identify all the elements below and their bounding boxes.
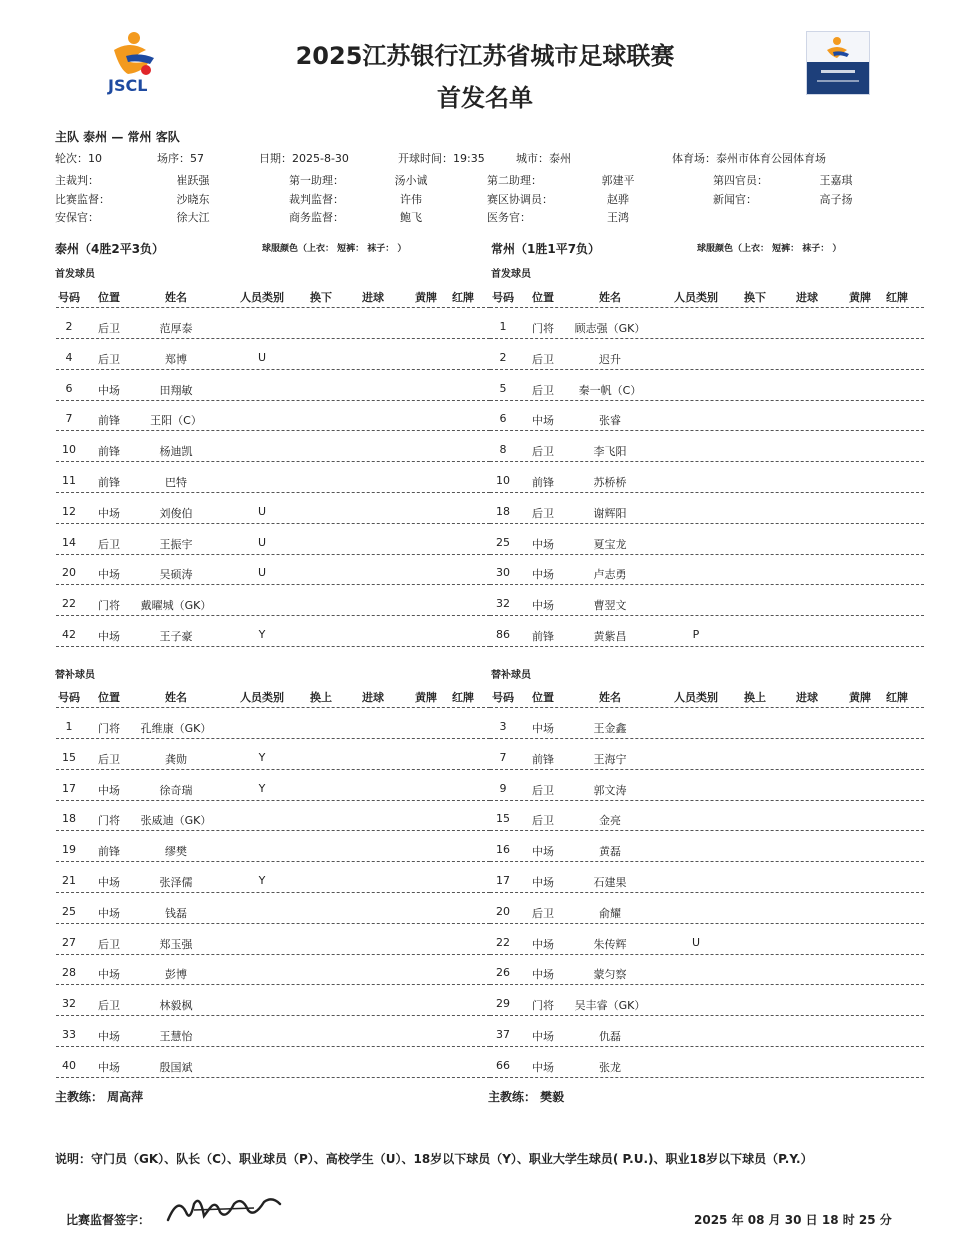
- player-position: 前锋: [532, 476, 554, 489]
- official-label: 比赛监督：: [55, 193, 110, 206]
- player-position: 后卫: [98, 752, 120, 766]
- home-subs-label: 替补球员: [55, 670, 95, 681]
- official-label: 安保官：: [55, 211, 99, 224]
- official-name: 崔跃强: [176, 174, 210, 187]
- player-number: 28: [62, 966, 76, 980]
- away-sub-col-header: 进球: [796, 691, 818, 704]
- player-number: 12: [62, 504, 76, 518]
- player-position: 中场: [532, 845, 554, 859]
- table-row-divider: [56, 461, 490, 462]
- player-name: 王慧怡: [159, 1030, 193, 1043]
- table-row-divider: [490, 615, 924, 616]
- away-sub-col-header: 黄牌: [849, 691, 871, 704]
- away-start-col-header: 换下: [744, 291, 766, 304]
- player-number: 29: [496, 997, 510, 1011]
- player-name: 张龙: [599, 1060, 621, 1074]
- player-number: 8: [499, 443, 507, 457]
- player-name: 彭博: [165, 968, 187, 982]
- table-row-divider: [490, 984, 924, 985]
- home-start-col-header: 号码: [58, 291, 80, 304]
- player-number: 15: [496, 812, 510, 826]
- table-row-divider: [56, 554, 490, 555]
- home-starters-label: 首发球员: [55, 269, 95, 280]
- player-name: 夏宝龙: [593, 537, 627, 551]
- home-sub-col-header: 换上: [310, 691, 332, 704]
- player-name: 杨迪凯: [159, 445, 193, 459]
- player-position: 中场: [532, 968, 554, 982]
- jscl-logo-text: JSCL: [108, 76, 148, 95]
- table-row-divider: [490, 461, 924, 462]
- player-number: 20: [496, 904, 510, 918]
- home-sub-col-header: 号码: [58, 691, 80, 704]
- player-number: 30: [496, 566, 510, 580]
- player-position: 门将: [98, 599, 120, 613]
- player-name: 石建果: [593, 876, 627, 889]
- player-position: 后卫: [98, 937, 120, 951]
- player-position: 中场: [532, 599, 554, 613]
- table-row-divider: [490, 523, 924, 524]
- player-name: 黄磊: [599, 845, 621, 859]
- player-name: 龚勋: [165, 752, 187, 766]
- signed-datetime: 2025 年 08 月 30 日 18 时 25 分: [694, 1213, 892, 1227]
- table-row-divider: [56, 369, 490, 370]
- away-starters-label: 首发球员: [491, 269, 531, 280]
- player-number: 11: [62, 474, 76, 487]
- player-position: 中场: [98, 630, 120, 643]
- player-position: 后卫: [532, 383, 554, 397]
- player-name: 郭文涛: [593, 783, 627, 797]
- player-position: 后卫: [98, 537, 120, 551]
- teams-line: 主队 泰州 — 常州 客队: [55, 130, 180, 144]
- player-number: 14: [62, 535, 76, 549]
- player-number: 7: [499, 750, 507, 764]
- player-number: 9: [499, 781, 507, 795]
- player-name: 谢辉阳: [593, 506, 627, 520]
- player-number: 19: [62, 843, 76, 857]
- player-category: U: [257, 350, 267, 364]
- home-sub-col-header: 姓名: [165, 691, 187, 704]
- player-position: 门将: [532, 322, 554, 335]
- player-number: 18: [62, 812, 76, 826]
- player-name: 迟升: [599, 352, 621, 366]
- player-position: 后卫: [98, 322, 120, 335]
- player-position: 前锋: [98, 476, 120, 489]
- table-row-divider: [56, 923, 490, 924]
- table-divider: [56, 307, 490, 308]
- player-position: 中场: [98, 1030, 120, 1043]
- player-number: 15: [62, 750, 76, 764]
- table-row-divider: [490, 1046, 924, 1047]
- table-row-divider: [56, 523, 490, 524]
- player-name: 顾志强（GK）: [574, 322, 646, 335]
- player-position: 中场: [98, 383, 120, 397]
- player-position: 前锋: [98, 414, 120, 428]
- player-name: 仇磊: [599, 1030, 621, 1043]
- player-position: 中场: [532, 937, 554, 951]
- table-row-divider: [490, 954, 924, 955]
- table-row-divider: [490, 646, 924, 647]
- away-start-col-header: 红牌: [886, 291, 908, 304]
- player-position: 中场: [98, 506, 120, 520]
- player-name: 王金鑫: [593, 722, 627, 735]
- official-label: 新闻官：: [713, 193, 757, 206]
- player-position: 后卫: [532, 445, 554, 459]
- away-start-col-header: 人员类别: [674, 291, 718, 304]
- player-number: 32: [496, 597, 510, 611]
- player-category: U: [257, 535, 267, 549]
- player-name: 王海宁: [593, 752, 627, 766]
- player-category: Y: [258, 874, 266, 887]
- official-label: 赛区协调员：: [487, 193, 553, 206]
- home-start-col-header: 位置: [98, 291, 120, 304]
- away-coach: 主教练： 樊毅: [488, 1090, 565, 1104]
- match-date: 日期：2025-8-30: [259, 152, 349, 165]
- player-position: 中场: [98, 906, 120, 920]
- player-name: 张泽儒: [159, 876, 193, 889]
- table-row-divider: [490, 892, 924, 893]
- player-number: 33: [62, 1028, 76, 1041]
- player-number: 16: [496, 843, 510, 857]
- official-name: 许伟: [400, 193, 422, 206]
- player-position: 中场: [98, 783, 120, 797]
- player-position: 中场: [532, 722, 554, 735]
- official-name: 王鸿: [607, 211, 629, 224]
- home-kit-colors: 球服颜色（上衣： 短裤： 袜子： ）: [262, 244, 407, 254]
- player-name: 徐奇瑞: [159, 783, 193, 797]
- away-sub-col-header: 红牌: [886, 691, 908, 704]
- player-category: U: [257, 566, 267, 580]
- table-row-divider: [56, 400, 490, 401]
- document-subtitle: 首发名单: [437, 84, 533, 112]
- player-name: 王阳（C）: [150, 414, 202, 428]
- official-name: 鲍飞: [400, 211, 422, 224]
- table-divider: [490, 307, 924, 308]
- player-name: 王子豪: [159, 630, 193, 643]
- player-number: 5: [499, 381, 507, 395]
- home-sub-col-header: 位置: [98, 691, 120, 704]
- table-row-divider: [490, 400, 924, 401]
- table-row-divider: [56, 738, 490, 739]
- player-name: 俞耀: [599, 906, 621, 920]
- player-number: 17: [62, 781, 76, 795]
- table-row-divider: [490, 923, 924, 924]
- player-name: 卢志勇: [593, 568, 627, 582]
- sponsor-badge: [806, 31, 870, 95]
- supervisor-signature: [164, 1190, 284, 1230]
- player-position: 中场: [98, 876, 120, 889]
- player-number: 25: [496, 535, 510, 549]
- player-name: 张威迪（GK）: [140, 814, 212, 828]
- away-start-col-header: 进球: [796, 291, 818, 304]
- city: 城市：泰州: [516, 152, 571, 165]
- table-row-divider: [490, 430, 924, 431]
- player-category: U: [691, 935, 701, 949]
- table-row-divider: [56, 954, 490, 955]
- official-label: 裁判监督：: [289, 193, 344, 206]
- table-row-divider: [56, 430, 490, 431]
- player-position: 门将: [98, 722, 120, 735]
- official-name: 汤小诚: [394, 174, 428, 187]
- player-name: 郑博: [165, 352, 187, 366]
- player-number: 2: [499, 350, 507, 364]
- player-number: 10: [62, 443, 76, 457]
- player-number: 27: [62, 935, 76, 949]
- player-category: P: [692, 628, 700, 641]
- player-name: 秦一帆（C）: [578, 383, 642, 397]
- table-row-divider: [56, 892, 490, 893]
- player-number: 2: [65, 320, 73, 333]
- player-position: 后卫: [532, 906, 554, 920]
- player-number: 26: [496, 966, 510, 980]
- table-row-divider: [56, 830, 490, 831]
- player-name: 孔维康（GK）: [140, 722, 212, 735]
- player-name: 郑玉强: [159, 937, 193, 951]
- player-number: 40: [62, 1058, 76, 1072]
- player-category: Y: [258, 628, 266, 641]
- player-position: 前锋: [532, 630, 554, 643]
- player-number: 32: [62, 997, 76, 1011]
- official-label: 第一助理：: [289, 174, 344, 187]
- table-row-divider: [56, 1077, 490, 1078]
- player-number: 10: [496, 474, 510, 487]
- player-number: 18: [496, 504, 510, 518]
- table-row-divider: [56, 769, 490, 770]
- away-sub-col-header: 人员类别: [674, 691, 718, 704]
- player-name: 黄紫昌: [593, 630, 627, 643]
- player-name: 戴曜城（GK）: [140, 599, 212, 613]
- official-label: 第二助理：: [487, 174, 542, 187]
- table-row-divider: [490, 492, 924, 493]
- player-number: 3: [499, 720, 507, 733]
- player-number: 6: [65, 381, 73, 395]
- player-position: 门将: [532, 999, 554, 1013]
- player-name: 曹翌文: [593, 599, 627, 613]
- player-position: 中场: [532, 414, 554, 428]
- away-sub-col-header: 姓名: [599, 691, 621, 704]
- player-name: 刘俊伯: [159, 506, 193, 520]
- player-number: 4: [65, 350, 73, 364]
- player-position: 后卫: [98, 352, 120, 366]
- player-number: 21: [62, 874, 76, 887]
- player-position: 后卫: [532, 783, 554, 797]
- table-row-divider: [490, 1077, 924, 1078]
- player-position: 后卫: [532, 506, 554, 520]
- table-row-divider: [56, 338, 490, 339]
- player-number: 6: [499, 412, 507, 426]
- table-row-divider: [490, 1015, 924, 1016]
- away-start-col-header: 号码: [492, 291, 514, 304]
- table-row-divider: [490, 369, 924, 370]
- home-start-col-header: 进球: [362, 291, 384, 304]
- player-number: 66: [496, 1058, 510, 1072]
- table-divider: [490, 707, 924, 708]
- away-sub-col-header: 号码: [492, 691, 514, 704]
- player-position: 前锋: [98, 445, 120, 459]
- away-team-header: 常州（1胜1平7负）: [491, 242, 601, 256]
- player-number: 7: [65, 412, 73, 426]
- player-number: 22: [496, 935, 510, 949]
- player-position: 门将: [98, 814, 120, 828]
- table-row-divider: [490, 554, 924, 555]
- player-position: 后卫: [532, 352, 554, 366]
- home-sub-col-header: 人员类别: [240, 691, 284, 704]
- home-sub-col-header: 进球: [362, 691, 384, 704]
- legend-note: 说明：守门员（GK）、队长（C）、职业球员（P）、高校学生（U）、18岁以下球员（Y）、职业大学生球员( P.U.)、职业18岁以下球员（P.Y.）: [55, 1152, 813, 1166]
- home-start-col-header: 红牌: [452, 291, 474, 304]
- player-name: 缪樊: [165, 845, 187, 859]
- official-name: 赵骅: [607, 193, 629, 206]
- player-position: 中场: [98, 568, 120, 582]
- kickoff-time: 开球时间：19:35: [398, 152, 485, 165]
- player-position: 中场: [532, 537, 554, 551]
- player-number: 17: [496, 874, 510, 887]
- player-name: 吴丰睿（GK）: [574, 999, 646, 1013]
- table-row-divider: [490, 800, 924, 801]
- player-number: 1: [499, 320, 507, 333]
- table-row-divider: [490, 769, 924, 770]
- away-start-col-header: 位置: [532, 291, 554, 304]
- table-row-divider: [56, 492, 490, 493]
- player-number: 20: [62, 566, 76, 580]
- home-coach: 主教练： 周高萍: [55, 1090, 144, 1104]
- table-row-divider: [490, 338, 924, 339]
- player-name: 林毅枫: [159, 999, 193, 1013]
- official-label: 医务官：: [487, 211, 531, 224]
- match-seq: 场序：57: [157, 152, 204, 165]
- player-position: 中场: [98, 1060, 120, 1074]
- player-category: Y: [258, 781, 266, 795]
- player-position: 中场: [98, 968, 120, 982]
- official-name: 徐大江: [176, 211, 210, 224]
- player-position: 中场: [532, 1060, 554, 1074]
- table-row-divider: [56, 800, 490, 801]
- player-position: 中场: [532, 568, 554, 582]
- home-sub-col-header: 黄牌: [415, 691, 437, 704]
- home-start-col-header: 黄牌: [415, 291, 437, 304]
- table-row-divider: [490, 830, 924, 831]
- table-row-divider: [56, 584, 490, 585]
- player-number: 25: [62, 904, 76, 918]
- player-position: 中场: [532, 876, 554, 889]
- home-team-header: 泰州（4胜2平3负）: [55, 242, 165, 256]
- player-number: 86: [496, 628, 510, 641]
- table-divider: [56, 707, 490, 708]
- official-label: 商务监督：: [289, 211, 344, 224]
- signature-label: 比赛监督签字：: [66, 1213, 151, 1227]
- player-name: 范厚泰: [159, 322, 193, 335]
- player-name: 田翔敏: [159, 383, 193, 397]
- player-name: 王振宇: [159, 537, 193, 551]
- player-name: 钱磊: [165, 906, 187, 920]
- away-start-col-header: 黄牌: [849, 291, 871, 304]
- table-row-divider: [490, 861, 924, 862]
- table-row-divider: [56, 1015, 490, 1016]
- player-name: 朱传辉: [593, 937, 627, 951]
- table-row-divider: [56, 615, 490, 616]
- official-name: 郭建平: [601, 174, 635, 187]
- official-name: 高子扬: [819, 193, 853, 206]
- table-row-divider: [490, 584, 924, 585]
- player-number: 42: [62, 628, 76, 641]
- document-title: 2025江苏银行江苏省城市足球联赛: [295, 42, 675, 70]
- player-number: 22: [62, 597, 76, 611]
- official-name: 王嘉琪: [819, 174, 853, 187]
- home-start-col-header: 换下: [310, 291, 332, 304]
- table-row-divider: [490, 738, 924, 739]
- player-number: 37: [496, 1028, 510, 1041]
- round: 轮次：10: [55, 152, 102, 165]
- table-row-divider: [56, 861, 490, 862]
- home-start-col-header: 姓名: [165, 291, 187, 304]
- player-position: 前锋: [532, 752, 554, 766]
- player-position: 后卫: [98, 999, 120, 1013]
- player-name: 金亮: [599, 814, 621, 828]
- player-name: 张睿: [599, 414, 621, 428]
- table-row-divider: [56, 1046, 490, 1047]
- player-position: 前锋: [98, 845, 120, 859]
- home-sub-col-header: 红牌: [452, 691, 474, 704]
- official-label: 主裁判：: [55, 174, 99, 187]
- player-name: 李飞阳: [593, 445, 627, 459]
- player-category: U: [257, 504, 267, 518]
- player-name: 巴特: [165, 476, 187, 489]
- official-name: 沙晓东: [176, 193, 210, 206]
- home-start-col-header: 人员类别: [240, 291, 284, 304]
- away-start-col-header: 姓名: [599, 291, 621, 304]
- player-name: 殷国斌: [159, 1060, 193, 1074]
- player-name: 蒙匀察: [593, 968, 627, 982]
- away-kit-colors: 球服颜色（上衣： 短裤： 袜子： ）: [697, 244, 842, 254]
- away-sub-col-header: 换上: [744, 691, 766, 704]
- player-name: 苏桥桥: [593, 476, 627, 489]
- player-category: Y: [258, 750, 266, 764]
- stadium: 体育场：泰州市体育公园体育场: [672, 152, 826, 165]
- table-row-divider: [56, 984, 490, 985]
- player-position: 后卫: [532, 814, 554, 828]
- official-label: 第四官员：: [713, 174, 768, 187]
- player-name: 吴硕涛: [159, 568, 193, 582]
- player-position: 中场: [532, 1030, 554, 1043]
- player-number: 1: [65, 720, 73, 733]
- away-sub-col-header: 位置: [532, 691, 554, 704]
- away-subs-label: 替补球员: [491, 670, 531, 681]
- table-row-divider: [56, 646, 490, 647]
